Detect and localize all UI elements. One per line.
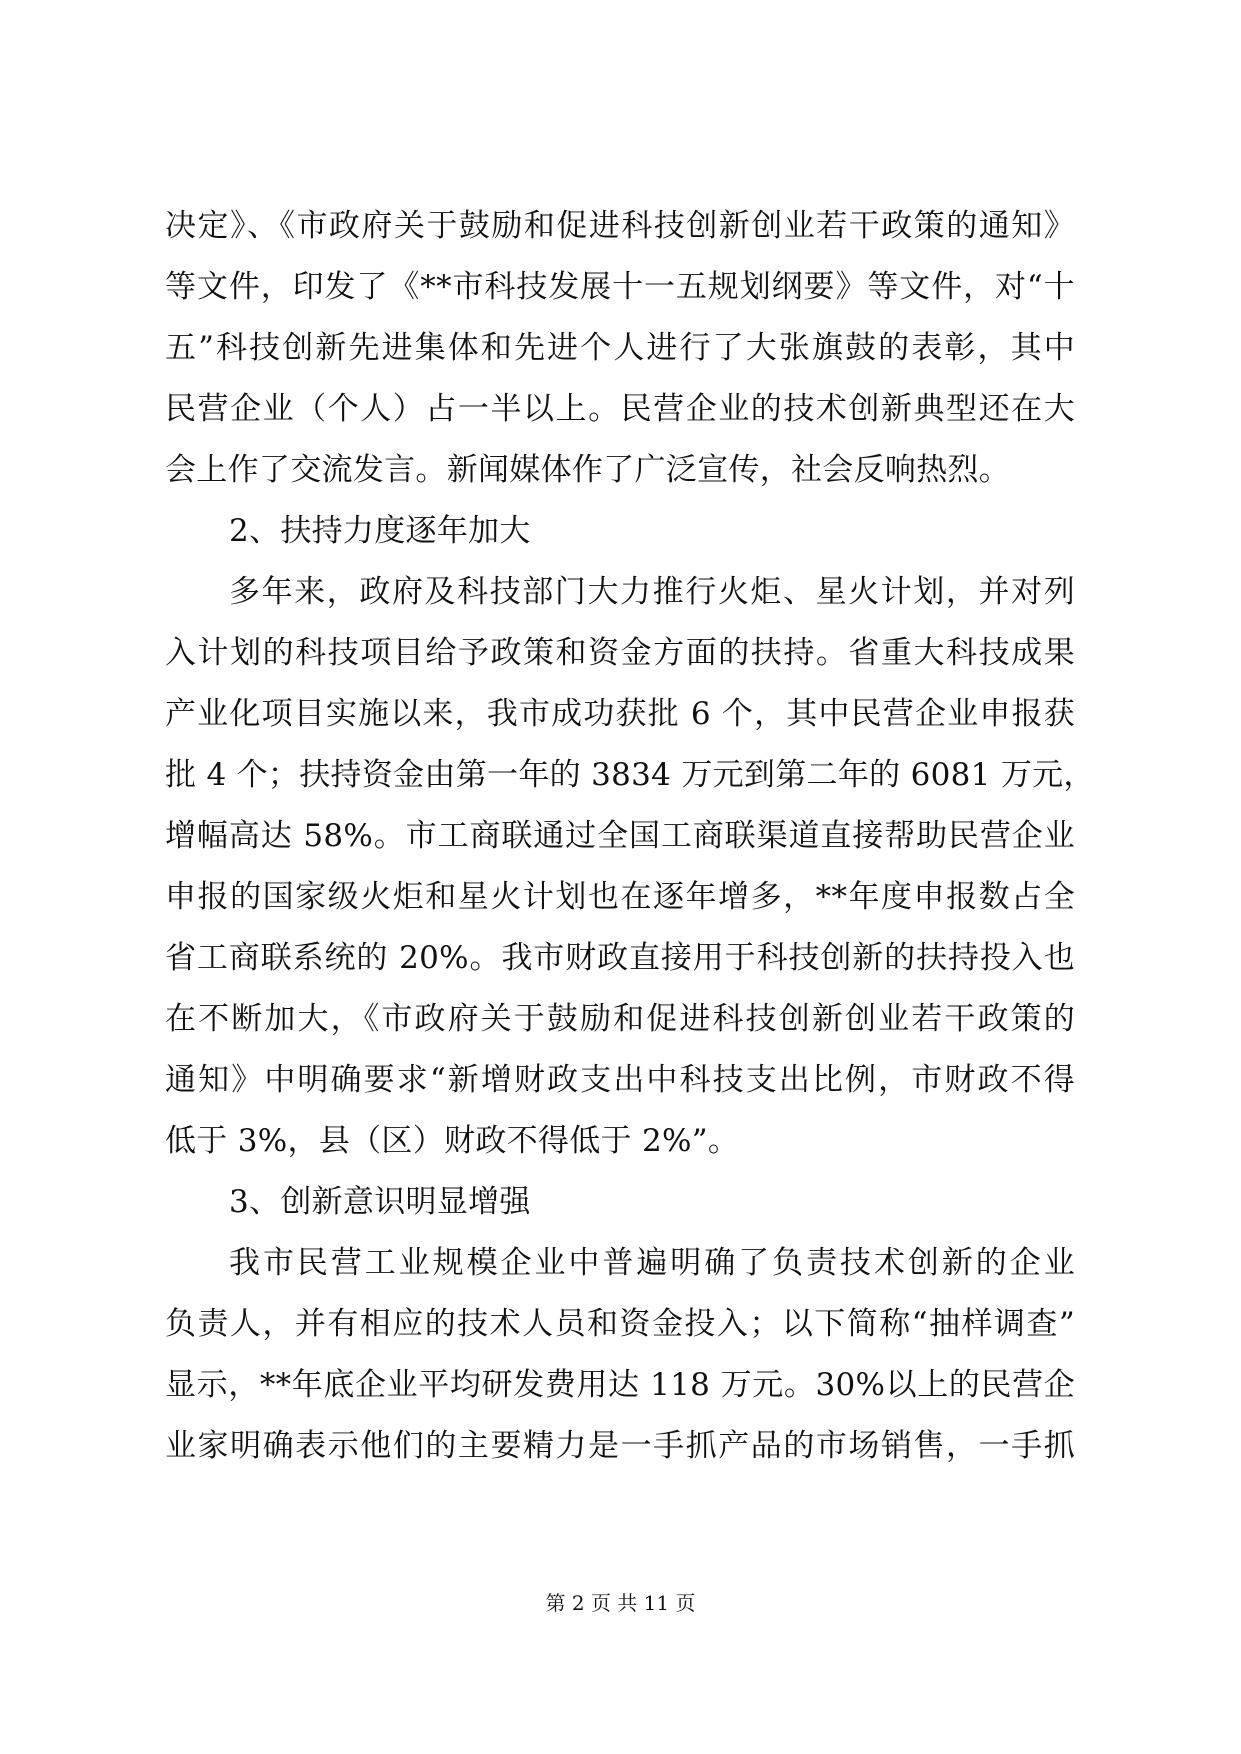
text-line: 批 4 个；扶持资金由第一年的 3834 万元到第二年的 6081 万元，	[165, 757, 1095, 793]
text-line: 申报的国家级火炬和星火计划也在逐年增多，**年度申报数占全	[165, 879, 1075, 915]
text-line: 民营企业（个人）占一半以上。民营企业的技术创新典型还在大	[165, 391, 1075, 427]
text-line: 增幅高达 58%。市工商联通过全国工商联渠道直接帮助民营企业	[165, 818, 1075, 854]
text-line: 显示，**年底企业平均研发费用达 118 万元。30%以上的民营企	[165, 1367, 1075, 1403]
page-footer: 第 2 页 共 11 页	[545, 1591, 696, 1615]
text-line: 业家明确表示他们的主要精力是一手抓产品的市场销售，一手抓	[165, 1428, 1075, 1464]
text-line: 等文件，印发了《**市科技发展十一五规划纲要》等文件，对“十	[165, 269, 1075, 305]
text-line: 负责人，并有相应的技术人员和资金投入；以下简称“抽样调查”	[165, 1306, 1075, 1342]
text-line: 决定》、《市政府关于鼓励和促进科技创新创业若干政策的通知》	[165, 208, 1075, 244]
text-line: 在不断加大，《市政府关于鼓励和促进科技创新创业若干政策的	[165, 1001, 1075, 1037]
section-heading: 2、扶持力度逐年加大	[229, 513, 531, 549]
text-line: 多年来，政府及科技部门大力推行火炬、星火计划，并对列	[229, 574, 1075, 610]
text-line: 省工商联系统的 20%。我市财政直接用于科技创新的扶持投入也	[165, 940, 1075, 976]
text-line: 产业化项目实施以来，我市成功获批 6 个，其中民营企业申报获	[165, 696, 1075, 732]
section-heading: 3、创新意识明显增强	[229, 1184, 531, 1220]
text-line: 会上作了交流发言。新闻媒体作了广泛宣传，社会反响热烈。	[165, 452, 1011, 488]
text-line: 我市民营工业规模企业中普遍明确了负责技术创新的企业	[229, 1245, 1075, 1281]
text-line: 五”科技创新先进集体和先进个人进行了大张旗鼓的表彰，其中	[165, 330, 1075, 366]
text-line: 低于 3%，县（区）财政不得低于 2%”。	[165, 1123, 740, 1159]
text-line: 通知》中明确要求“新增财政支出中科技支出比例，市财政不得	[165, 1062, 1075, 1098]
text-line: 入计划的科技项目给予政策和资金方面的扶持。省重大科技成果	[165, 635, 1075, 671]
